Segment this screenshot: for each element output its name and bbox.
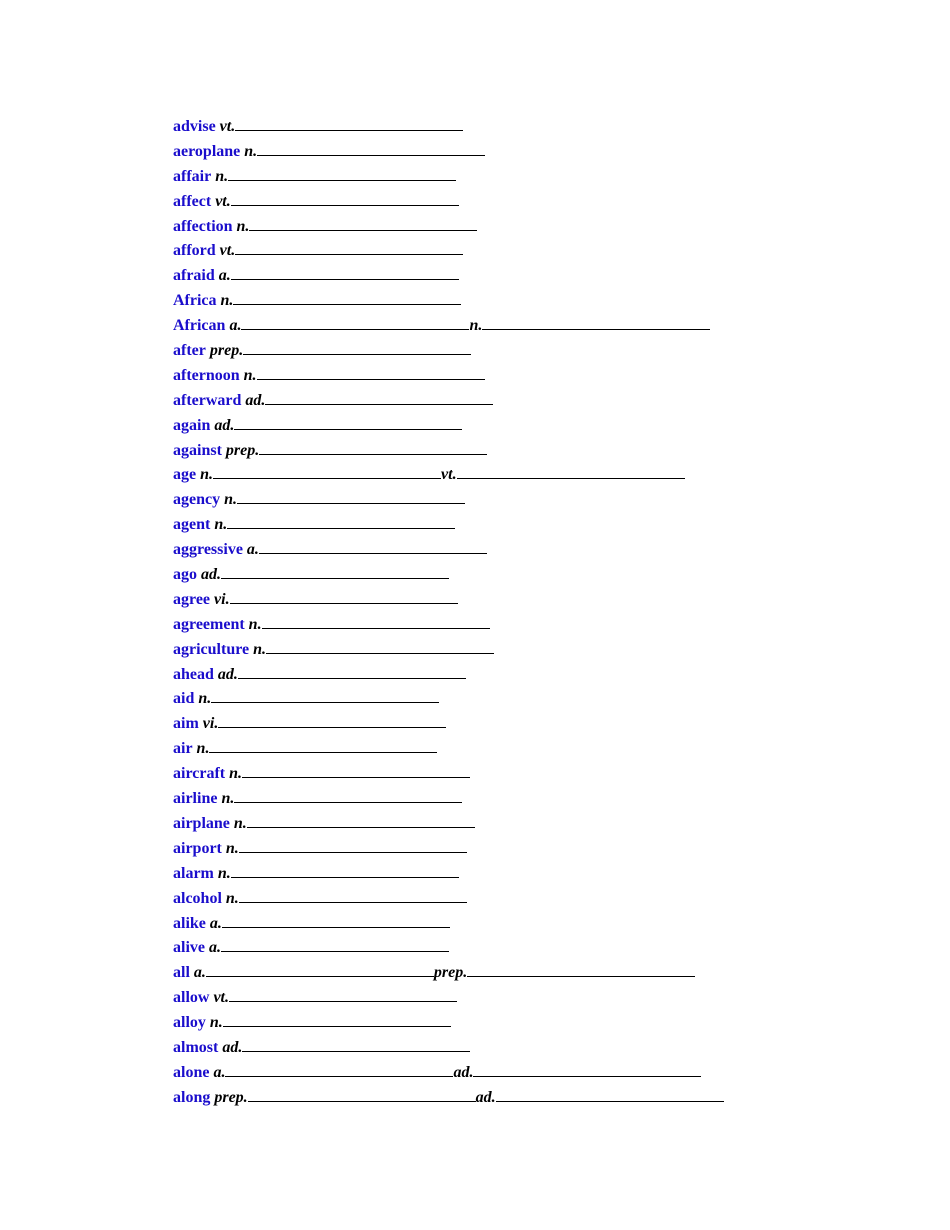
- vocab-entry: [173, 862, 913, 887]
- part-of-speech: ad.: [222, 1038, 243, 1056]
- answer-blank[interactable]: [206, 964, 434, 977]
- headword: alone: [173, 1063, 210, 1081]
- answer-blank[interactable]: [231, 267, 459, 280]
- answer-blank[interactable]: [234, 417, 462, 430]
- answer-blank[interactable]: [239, 890, 467, 903]
- part-of-speech: ad.: [217, 665, 238, 683]
- headword: allow: [173, 989, 210, 1007]
- answer-blank[interactable]: [482, 317, 710, 330]
- part-of-speech: n.: [215, 167, 229, 185]
- answer-blank[interactable]: [262, 616, 490, 629]
- headword: alarm: [173, 864, 214, 882]
- headword: afford: [173, 242, 216, 260]
- answer-blank[interactable]: [257, 367, 485, 380]
- answer-blank[interactable]: [221, 939, 449, 952]
- answer-blank[interactable]: [231, 193, 459, 206]
- headword: affect: [173, 192, 212, 210]
- vocab-entry: [173, 837, 913, 862]
- part-of-speech: vt.: [441, 466, 457, 484]
- part-of-speech: n.: [469, 317, 483, 335]
- part-of-speech: n.: [217, 864, 231, 882]
- part-of-speech: n.: [236, 217, 250, 235]
- vocab-entry: [173, 588, 913, 613]
- answer-blank[interactable]: [234, 790, 462, 803]
- vocab-entry: [173, 762, 913, 787]
- headword: agency: [173, 491, 221, 509]
- vocab-entry: [173, 289, 913, 314]
- headword: ago: [173, 566, 197, 584]
- vocab-entry: [173, 215, 913, 240]
- answer-blank[interactable]: [222, 915, 450, 928]
- vocab-entry: [173, 239, 913, 264]
- vocab-entry: [173, 339, 913, 364]
- vocab-entry: [173, 513, 913, 538]
- vocab-entry: [173, 538, 913, 563]
- part-of-speech: prep.: [209, 342, 244, 360]
- part-of-speech: vt.: [219, 242, 236, 260]
- answer-blank[interactable]: [239, 840, 467, 853]
- headword: agreement: [173, 615, 245, 633]
- vocab-entry: [173, 638, 913, 663]
- headword: against: [173, 441, 222, 459]
- headword: afraid: [173, 267, 215, 285]
- headword: along: [173, 1088, 211, 1106]
- part-of-speech: n.: [209, 1014, 223, 1032]
- headword: aircraft: [173, 765, 226, 783]
- answer-blank[interactable]: [221, 566, 449, 579]
- answer-blank[interactable]: [259, 541, 487, 554]
- vocab-entry: [173, 712, 913, 737]
- headword: affection: [173, 217, 233, 235]
- part-of-speech: a.: [209, 914, 222, 932]
- answer-blank[interactable]: [242, 1039, 470, 1052]
- vocab-entry: [173, 463, 913, 488]
- headword: all: [173, 964, 190, 982]
- vocab-entry: [173, 887, 913, 912]
- headword: Africa: [173, 292, 217, 310]
- answer-blank[interactable]: [229, 989, 457, 1002]
- answer-blank[interactable]: [237, 491, 465, 504]
- part-of-speech: prep.: [214, 1088, 248, 1106]
- headword: after: [173, 342, 206, 360]
- headword: aeroplane: [173, 142, 241, 160]
- headword: alloy: [173, 1014, 206, 1032]
- vocab-entry: [173, 314, 913, 339]
- vocab-entry: [173, 936, 913, 961]
- answer-blank[interactable]: [228, 168, 456, 181]
- vocab-entry: [173, 140, 913, 165]
- part-of-speech: ad.: [214, 416, 235, 434]
- part-of-speech: n.: [253, 640, 267, 658]
- part-of-speech: n.: [225, 889, 239, 907]
- headword: air: [173, 740, 193, 758]
- answer-blank[interactable]: [241, 317, 469, 330]
- vocab-entry: [173, 787, 913, 812]
- part-of-speech: ad.: [245, 391, 266, 409]
- headword: alike: [173, 914, 206, 932]
- answer-blank[interactable]: [213, 466, 441, 479]
- headword: airplane: [173, 814, 230, 832]
- answer-blank[interactable]: [247, 815, 475, 828]
- vocab-entry: [173, 613, 913, 638]
- vocab-entry: [173, 986, 913, 1011]
- answer-blank[interactable]: [230, 591, 458, 604]
- headword: again: [173, 416, 211, 434]
- vocab-entry: [173, 389, 913, 414]
- part-of-speech: ad.: [453, 1063, 474, 1081]
- part-of-speech: n.: [198, 690, 212, 708]
- headword: African: [173, 317, 226, 335]
- part-of-speech: vt.: [219, 118, 236, 135]
- headword: airline: [173, 790, 218, 808]
- vocab-entry: [173, 687, 913, 712]
- vocab-entry: [173, 961, 913, 986]
- answer-blank[interactable]: [231, 865, 459, 878]
- part-of-speech: a.: [218, 267, 231, 285]
- part-of-speech: vt.: [215, 192, 231, 210]
- answer-blank[interactable]: [496, 1089, 724, 1102]
- part-of-speech: a.: [209, 939, 221, 957]
- part-of-speech: n.: [196, 740, 210, 758]
- part-of-speech: n.: [225, 839, 239, 857]
- vocab-entry: [173, 737, 913, 762]
- vocab-entry: [173, 1061, 913, 1086]
- part-of-speech: prep.: [433, 964, 468, 982]
- part-of-speech: n.: [248, 615, 262, 633]
- headword: aim: [173, 715, 199, 733]
- answer-blank[interactable]: [238, 666, 466, 679]
- part-of-speech: a.: [246, 541, 259, 559]
- part-of-speech: ad.: [475, 1088, 496, 1106]
- part-of-speech: n.: [220, 292, 234, 310]
- answer-blank[interactable]: [225, 1064, 453, 1077]
- vocab-entry: [173, 488, 913, 513]
- part-of-speech: vt.: [213, 989, 229, 1007]
- vocab-entry: [173, 563, 913, 588]
- answer-blank[interactable]: [265, 392, 493, 405]
- headword: agriculture: [173, 640, 250, 658]
- answer-blank[interactable]: [467, 964, 695, 977]
- part-of-speech: n.: [214, 516, 228, 534]
- answer-blank[interactable]: [227, 516, 455, 529]
- headword: age: [173, 466, 197, 484]
- answer-blank[interactable]: [242, 765, 470, 778]
- headword: alive: [173, 939, 205, 957]
- answer-blank[interactable]: [457, 466, 685, 479]
- vocab-entry: [173, 812, 913, 837]
- part-of-speech: n.: [224, 491, 238, 509]
- part-of-speech: n.: [200, 466, 214, 484]
- vocab-entry: [173, 115, 913, 140]
- answer-blank[interactable]: [249, 218, 477, 231]
- part-of-speech: n.: [243, 366, 257, 384]
- part-of-speech: a.: [229, 317, 242, 335]
- part-of-speech: vi.: [202, 715, 219, 733]
- headword: afterward: [173, 391, 242, 409]
- vocab-entry: [173, 364, 913, 389]
- answer-blank[interactable]: [257, 143, 485, 156]
- vocab-entry: [173, 414, 913, 439]
- headword: ahead: [173, 665, 214, 683]
- answer-blank[interactable]: [473, 1064, 701, 1077]
- headword: advise: [173, 118, 216, 135]
- vocab-entry: [173, 264, 913, 289]
- part-of-speech: n.: [229, 765, 243, 783]
- headword: aid: [173, 690, 195, 708]
- answer-blank[interactable]: [218, 715, 446, 728]
- vocabulary-list: [173, 115, 913, 1111]
- vocab-entry: [173, 439, 913, 464]
- vocab-entry: [173, 912, 913, 937]
- answer-blank[interactable]: [235, 242, 463, 255]
- vocab-entry: [173, 1036, 913, 1061]
- headword: affair: [173, 167, 212, 185]
- headword: agree: [173, 590, 211, 608]
- headword: alcohol: [173, 889, 222, 907]
- answer-blank[interactable]: [233, 292, 461, 305]
- vocab-entry: [173, 1011, 913, 1036]
- answer-blank[interactable]: [259, 442, 487, 455]
- answer-blank[interactable]: [243, 342, 471, 355]
- headword: airport: [173, 839, 222, 857]
- part-of-speech: ad.: [201, 566, 221, 584]
- part-of-speech: n.: [221, 790, 235, 808]
- answer-blank[interactable]: [223, 1014, 451, 1027]
- vocab-entry: [173, 165, 913, 190]
- answer-blank[interactable]: [209, 740, 437, 753]
- headword: agent: [173, 516, 211, 534]
- part-of-speech: vi.: [214, 590, 230, 608]
- part-of-speech: n.: [244, 142, 258, 160]
- part-of-speech: n.: [233, 814, 247, 832]
- headword: almost: [173, 1038, 219, 1056]
- vocab-entry: [173, 1086, 913, 1111]
- vocab-entry: [173, 663, 913, 688]
- headword: afternoon: [173, 366, 240, 384]
- part-of-speech: a.: [213, 1063, 226, 1081]
- answer-blank[interactable]: [266, 641, 494, 654]
- headword: aggressive: [173, 541, 243, 559]
- answer-blank[interactable]: [248, 1089, 476, 1102]
- part-of-speech: prep.: [225, 441, 260, 459]
- answer-blank[interactable]: [211, 690, 439, 703]
- vocab-entry: [173, 190, 913, 215]
- part-of-speech: a.: [193, 964, 206, 982]
- answer-blank[interactable]: [235, 118, 463, 131]
